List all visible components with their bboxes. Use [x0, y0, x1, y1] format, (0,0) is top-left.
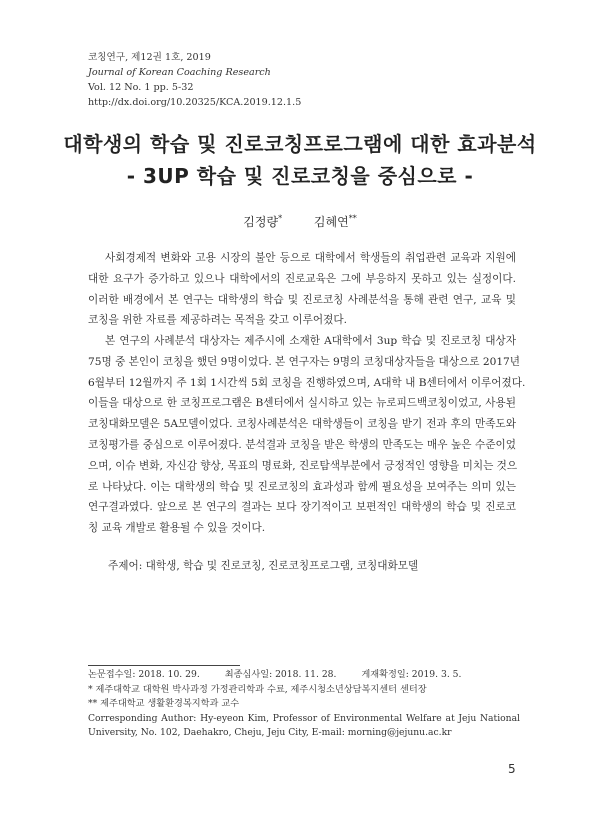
- footnote-author-1: * 제주대학교 대학원 박사과정 가정관리학과 수료, 제주시청소년상담복지센터 센터장: [88, 683, 427, 695]
- abstract-line: 사회경제적 변화와 고용 시장의 불안 등으로 대학에서 학생들의 취업관련 교육과 지원에: [105, 252, 516, 264]
- received-date: 논문접수일: 2018. 10. 29.: [88, 669, 200, 680]
- abstract-line: 칭 교육 개발로 활용될 수 있을 것이다.: [88, 522, 266, 535]
- abstract-line: 으며, 이슈 변화, 자신감 향상, 목표의 명료화, 진로탐색부분에서 긍정적인 영향을 미치는 것으: [88, 459, 518, 472]
- journal-english-name: Journal of Korean Coaching Research: [88, 67, 271, 78]
- abstract-line: 대한 요구가 증가하고 있으나 대학에서의 진로교육은 그에 부응하지 못하고 있는 실정이다.: [88, 272, 516, 285]
- doi-link[interactable]: http://dx.doi.org/10.20325/KCA.2019.12.1.5: [88, 97, 302, 108]
- corresponding-author-line-2: University, No. 102, Daehakro, Cheju, Jeju City, E-mail: morning@jejunu.ac.kr: [88, 727, 452, 738]
- revised-date: 최종심사일: 2018. 11. 28.: [224, 669, 337, 680]
- page-number: 5: [508, 762, 516, 776]
- author-2: [314, 215, 357, 229]
- journal-volume: Vol. 12 No. 1 pp. 5-32: [88, 82, 194, 93]
- abstract-line: 로 나타났다. 이는 대학생의 학습 및 진로코칭의 효과성과 함께 필요성을 보여주는 의미 있는: [88, 480, 516, 493]
- paper-subtitle: - 3UP 학습 및 진로코칭을 중심으로 -: [126, 164, 474, 188]
- abstract-paragraph-2: [88, 331, 526, 539]
- abstract-line: 본 연구의 사례분석 대상자는 제주시에 소재한 A대학에서 3up 학습 및 진로코칭 대상자: [105, 335, 516, 347]
- abstract-line: 75명 중 본인이 코칭을 했던 9명이었다. 본 연구자는 9명의 코칭대상자들을 대상으로 2017년: [88, 355, 521, 368]
- abstract-line: 연구결과였다. 앞으로 본 연구의 결과는 보다 장기적이고 보편적인 대학생의 학습 및 진로코: [88, 501, 516, 514]
- abstract-paragraph-1: [88, 248, 516, 331]
- abstract-line: 코칭대화모델은 5A모델이었다. 코칭사례분석은 대학생들이 코칭을 받기 전과 후의 만족도와: [88, 418, 516, 431]
- paper-title: 대학생의 학습 및 진로코칭프로그램에 대한 효과분석: [63, 132, 537, 156]
- abstract-line: 이들을 대상으로 한 코칭프로그램은 B센터에서 실시하고 있는 뉴로피드백코칭이었고, 사용된: [88, 397, 516, 410]
- accepted-date: 게재확정일: 2019. 3. 5.: [361, 669, 462, 680]
- author-1: [243, 215, 282, 229]
- author-2-name: 김혜연: [313, 215, 349, 229]
- author-1-name: 김정량: [243, 215, 279, 229]
- corresponding-author-line-1: Corresponding Author: Hy-eyeon Kim, Professor of Environmental Welfare at Jeju National: [88, 712, 520, 724]
- footnotes: [88, 668, 520, 741]
- journal-name: 코칭연구, 제12권 1호, 2019: [88, 52, 211, 63]
- abstract-line: 이러한 배경에서 본 연구는 대학생의 학습 및 진로코칭 사례분석을 통해 관련 연구, 교육 및: [88, 293, 516, 306]
- author-1-mark: *: [278, 214, 283, 223]
- footnote-dates: [88, 668, 520, 683]
- footnote-divider: [88, 665, 240, 666]
- author-2-mark: **: [348, 214, 357, 223]
- keywords: 주제어: 대학생, 학습 및 진로코칭, 진로코칭프로그램, 코칭대화모델: [108, 560, 419, 572]
- abstract-line: 코칭평가를 중심으로 이루어졌다. 분석결과 코칭을 받은 학생의 만족도는 매우 높은 수준이었: [88, 438, 516, 451]
- journal-header: [88, 50, 301, 110]
- abstract-line: 6월부터 12월까지 주 1회 1시간씩 5회 코칭을 진행하였으며, A대학 내 B센터에서 이루어졌다.: [88, 376, 526, 389]
- footnote-author-2: ** 제주대학교 생활환경복지학과 교수: [88, 698, 240, 709]
- author-list: [0, 213, 600, 230]
- abstract-line: 코칭을 위한 자료를 제공하려는 목적을 갖고 이루어졌다.: [88, 314, 347, 327]
